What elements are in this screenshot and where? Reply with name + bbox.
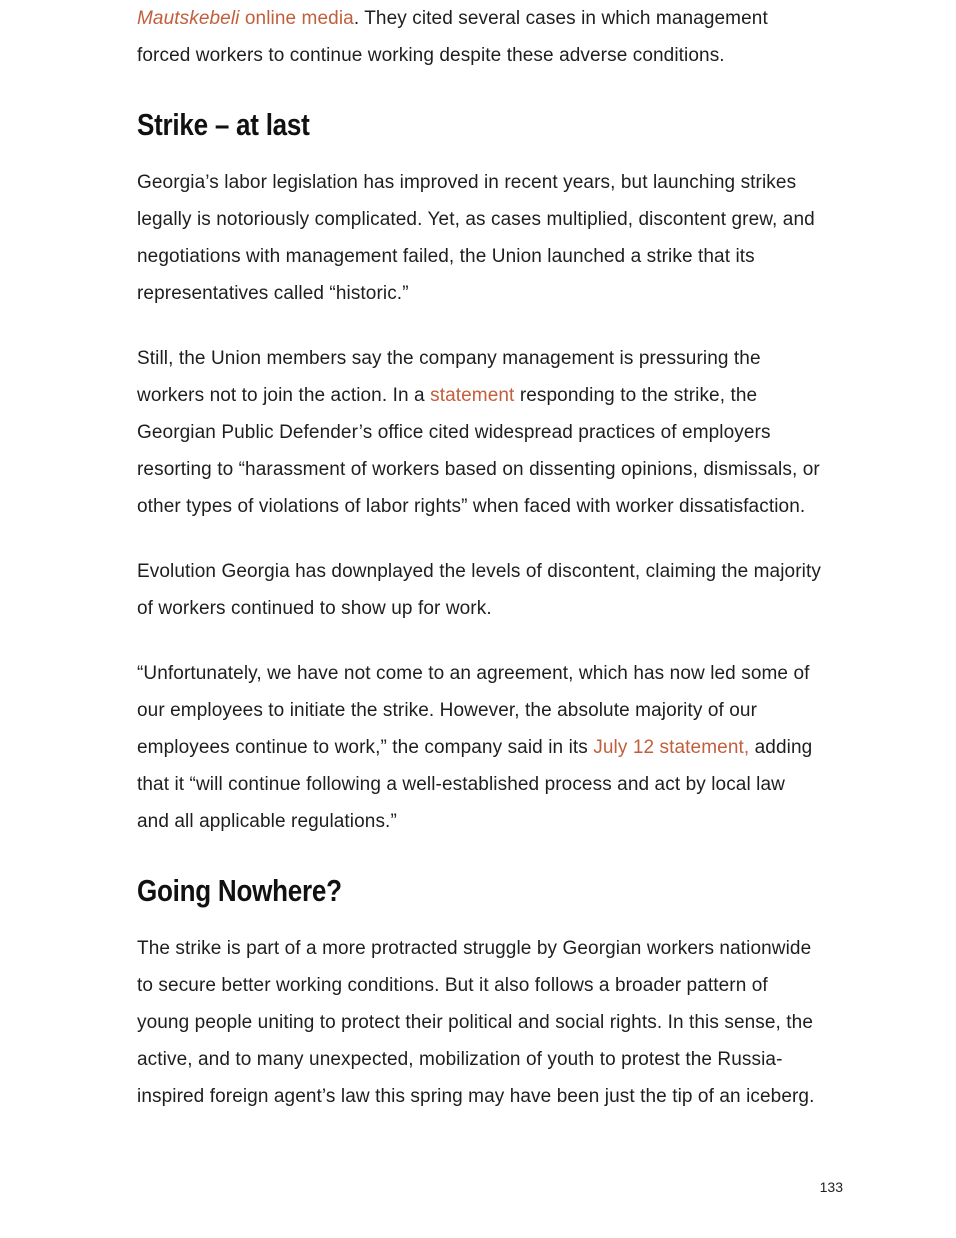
unfortunately-text-before: “Unfortunately, we have not come to an agreement, which has now led some of our employees to initiate the strike. However, the absolute majority of our employees continue to work,” the company said in its bbox=[137, 663, 810, 758]
intro-text: . They cited several cases in which management forced workers to continue working despite these adverse conditions. bbox=[137, 8, 768, 66]
paragraph-strike-protracted: The strike is part of a more protracted struggle by Georgian workers nationwide to secure better working conditions. But it also follows a broader pattern of young people uniting to protect their political and social rights. In this sense, the active, and to many unexpected, mobilization of youth to protest the Russia-inspired foreign agent’s law this spring may have been just the tip of an iceberg. bbox=[137, 938, 815, 1107]
heading-going-nowhere: Going Nowhere? bbox=[137, 873, 342, 908]
july-12-statement-link[interactable]: July 12 statement, bbox=[593, 737, 750, 758]
online-media-link[interactable]: online media bbox=[239, 8, 354, 29]
mautskebeli-link[interactable]: Mautskebeli bbox=[137, 8, 240, 29]
article-body bbox=[137, 0, 821, 1143]
paragraph-evolution-georgia: Evolution Georgia has downplayed the levels of discontent, claiming the majority of workers continued to show up for work. bbox=[137, 561, 821, 619]
paragraph-georgia-labor: Georgia’s labor legislation has improved in recent years, but launching strikes legally is notoriously complicated. Yet, as cases multiplied, discontent grew, and negotiations with management failed, the Union launched a strike that its representatives called “historic.” bbox=[137, 172, 815, 304]
paragraph-unfortunately-quote bbox=[137, 655, 821, 840]
still-text-after: responding to the strike, the Georgian Public Defender’s office cited widespread practices of employers resorting to “harassment of workers based on dissenting opinions, dismissals, or other types of violations of labor rights” when faced with worker dissatisfaction. bbox=[137, 385, 820, 517]
statement-link[interactable]: statement bbox=[430, 385, 515, 406]
heading-strike-at-last: Strike – at last bbox=[137, 107, 310, 142]
paragraph-still-union bbox=[137, 340, 821, 525]
page-number: 133 bbox=[819, 1179, 843, 1195]
unfortunately-text-after: adding that it “will continue following a well-established process and act by local law and all applicable regulations.” bbox=[137, 737, 813, 832]
still-text-before: Still, the Union members say the company management is pressuring the workers not to join the action. In a bbox=[137, 348, 761, 406]
intro-paragraph bbox=[137, 0, 821, 74]
